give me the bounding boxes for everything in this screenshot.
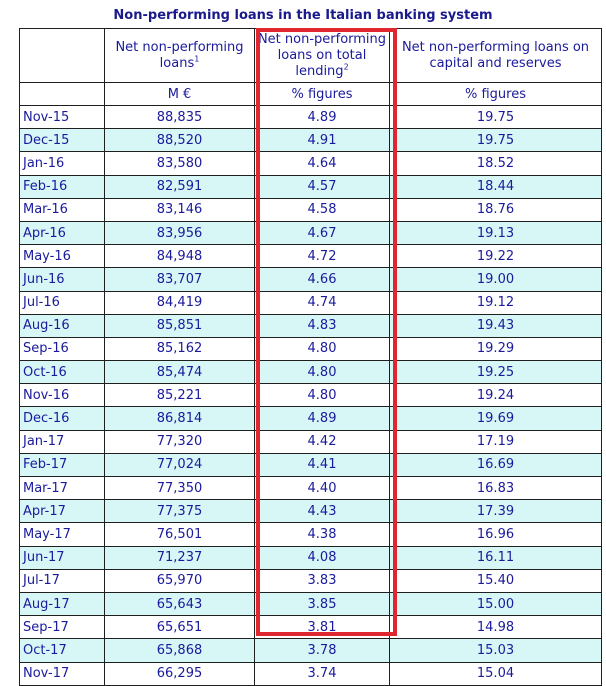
- pct-lending-cell: 4.38: [255, 523, 390, 546]
- month-cell: Dec-16: [20, 407, 105, 430]
- npl-cell: 86,814: [105, 407, 255, 430]
- npl-cell: 83,956: [105, 221, 255, 244]
- units-row: [20, 83, 602, 106]
- pct-lending-cell: 3.81: [255, 616, 390, 639]
- npl-cell: 85,474: [105, 361, 255, 384]
- npl-cell: 65,651: [105, 616, 255, 639]
- table-row: [20, 129, 602, 152]
- pct-capital-cell: 19.75: [390, 129, 602, 152]
- month-cell: Jul-17: [20, 569, 105, 592]
- pct-capital-cell: 18.52: [390, 152, 602, 175]
- pct-capital-cell: 15.00: [390, 592, 602, 615]
- pct-capital-cell: 16.96: [390, 523, 602, 546]
- table-row: [20, 198, 602, 221]
- npl-cell: 88,835: [105, 106, 255, 129]
- table-row: [20, 152, 602, 175]
- month-cell: Oct-16: [20, 361, 105, 384]
- pct-lending-cell: 4.58: [255, 198, 390, 221]
- header-net-npl: Net non-performing loans$^1$: [105, 29, 255, 83]
- month-cell: Jun-16: [20, 268, 105, 291]
- pct-lending-cell: 4.91: [255, 129, 390, 152]
- table-row: [20, 662, 602, 685]
- npl-cell: 65,643: [105, 592, 255, 615]
- month-cell: Apr-16: [20, 221, 105, 244]
- table-row: [20, 453, 602, 476]
- table-row: [20, 268, 602, 291]
- month-cell: May-16: [20, 245, 105, 268]
- table-row: [20, 361, 602, 384]
- pct-capital-cell: 19.00: [390, 268, 602, 291]
- month-cell: Jul-16: [20, 291, 105, 314]
- pct-lending-cell: 4.83: [255, 314, 390, 337]
- month-cell: Jun-17: [20, 546, 105, 569]
- table-row: [20, 245, 602, 268]
- pct-capital-cell: 18.76: [390, 198, 602, 221]
- month-cell: Aug-16: [20, 314, 105, 337]
- pct-lending-cell: 4.80: [255, 384, 390, 407]
- table-row: [20, 592, 602, 615]
- header-npl-on-capital: Net non-performing loans on capital and reserves: [390, 29, 602, 83]
- pct-lending-cell: 3.74: [255, 662, 390, 685]
- npl-cell: 77,375: [105, 500, 255, 523]
- npl-cell: 83,146: [105, 198, 255, 221]
- npl-cell: 71,237: [105, 546, 255, 569]
- table-row: [20, 500, 602, 523]
- npl-cell: 77,024: [105, 453, 255, 476]
- pct-capital-cell: 19.29: [390, 337, 602, 360]
- table-title: Non-performing loans in the Italian banking system: [113, 8, 493, 23]
- month-cell: Dec-15: [20, 129, 105, 152]
- pct-lending-cell: 4.64: [255, 152, 390, 175]
- npl-cell: 88,520: [105, 129, 255, 152]
- pct-capital-cell: 16.11: [390, 546, 602, 569]
- pct-capital-cell: 19.13: [390, 221, 602, 244]
- month-cell: Aug-17: [20, 592, 105, 615]
- unit-net-npl: M €: [105, 83, 255, 106]
- pct-lending-cell: 4.66: [255, 268, 390, 291]
- pct-capital-cell: 17.39: [390, 500, 602, 523]
- pct-lending-cell: 3.78: [255, 639, 390, 662]
- npl-cell: 77,320: [105, 430, 255, 453]
- month-cell: Sep-16: [20, 337, 105, 360]
- pct-lending-cell: 4.89: [255, 106, 390, 129]
- table-row: [20, 616, 602, 639]
- pct-lending-cell: 4.74: [255, 291, 390, 314]
- npl-cell: 85,162: [105, 337, 255, 360]
- month-cell: Nov-16: [20, 384, 105, 407]
- table-row: [20, 546, 602, 569]
- month-cell: Mar-16: [20, 198, 105, 221]
- pct-capital-cell: 16.83: [390, 477, 602, 500]
- pct-capital-cell: 19.12: [390, 291, 602, 314]
- npl-cell: 84,948: [105, 245, 255, 268]
- month-cell: Nov-15: [20, 106, 105, 129]
- month-cell: Sep-17: [20, 616, 105, 639]
- pct-lending-cell: 4.40: [255, 477, 390, 500]
- npl-cell: 76,501: [105, 523, 255, 546]
- table-row: [20, 337, 602, 360]
- npl-cell: 66,295: [105, 662, 255, 685]
- table-row: [20, 106, 602, 129]
- npl-cell: 85,851: [105, 314, 255, 337]
- pct-capital-cell: 19.69: [390, 407, 602, 430]
- npl-cell: 83,707: [105, 268, 255, 291]
- month-cell: Apr-17: [20, 500, 105, 523]
- month-cell: Oct-17: [20, 639, 105, 662]
- pct-lending-cell: 4.67: [255, 221, 390, 244]
- month-cell: Jan-17: [20, 430, 105, 453]
- table-row: [20, 384, 602, 407]
- pct-capital-cell: 16.69: [390, 453, 602, 476]
- pct-capital-cell: 19.24: [390, 384, 602, 407]
- month-cell: Mar-17: [20, 477, 105, 500]
- pct-lending-cell: 4.57: [255, 175, 390, 198]
- pct-capital-cell: 14.98: [390, 616, 602, 639]
- pct-lending-cell: 4.42: [255, 430, 390, 453]
- table-row: [20, 430, 602, 453]
- table-row: [20, 407, 602, 430]
- month-cell: Jan-16: [20, 152, 105, 175]
- npl-cell: 65,970: [105, 569, 255, 592]
- pct-lending-cell: 4.43: [255, 500, 390, 523]
- npl-cell: 82,591: [105, 175, 255, 198]
- table-row: [20, 314, 602, 337]
- pct-capital-cell: 15.04: [390, 662, 602, 685]
- pct-capital-cell: 18.44: [390, 175, 602, 198]
- pct-capital-cell: 19.22: [390, 245, 602, 268]
- pct-lending-cell: 3.83: [255, 569, 390, 592]
- unit-npl-on-lending: % figures: [255, 83, 390, 106]
- pct-capital-cell: 19.75: [390, 106, 602, 129]
- unit-npl-on-capital: % figures: [390, 83, 602, 106]
- table-row: [20, 477, 602, 500]
- pct-capital-cell: 15.40: [390, 569, 602, 592]
- pct-lending-cell: 4.80: [255, 337, 390, 360]
- npl-table: [19, 28, 602, 686]
- month-cell: May-17: [20, 523, 105, 546]
- month-cell: Nov-17: [20, 662, 105, 685]
- pct-capital-cell: 19.25: [390, 361, 602, 384]
- pct-capital-cell: 15.03: [390, 639, 602, 662]
- pct-lending-cell: 4.89: [255, 407, 390, 430]
- header-npl-on-lending: Net non-performing loans on total lending$^2$: [255, 29, 390, 83]
- pct-lending-cell: 4.72: [255, 245, 390, 268]
- npl-cell: 83,580: [105, 152, 255, 175]
- pct-lending-cell: 3.85: [255, 592, 390, 615]
- table-row: [20, 291, 602, 314]
- table-row: [20, 175, 602, 198]
- table-row: [20, 221, 602, 244]
- header-row: [20, 29, 602, 83]
- npl-cell: 77,350: [105, 477, 255, 500]
- npl-cell: 65,868: [105, 639, 255, 662]
- pct-lending-cell: 4.08: [255, 546, 390, 569]
- pct-lending-cell: 4.41: [255, 453, 390, 476]
- npl-cell: 85,221: [105, 384, 255, 407]
- units-corner: [20, 83, 105, 106]
- pct-capital-cell: 17.19: [390, 430, 602, 453]
- month-cell: Feb-17: [20, 453, 105, 476]
- table-row: [20, 523, 602, 546]
- npl-cell: 84,419: [105, 291, 255, 314]
- pct-lending-cell: 4.80: [255, 361, 390, 384]
- header-corner: [20, 29, 105, 83]
- month-cell: Feb-16: [20, 175, 105, 198]
- table-row: [20, 569, 602, 592]
- pct-capital-cell: 19.43: [390, 314, 602, 337]
- table-row: [20, 639, 602, 662]
